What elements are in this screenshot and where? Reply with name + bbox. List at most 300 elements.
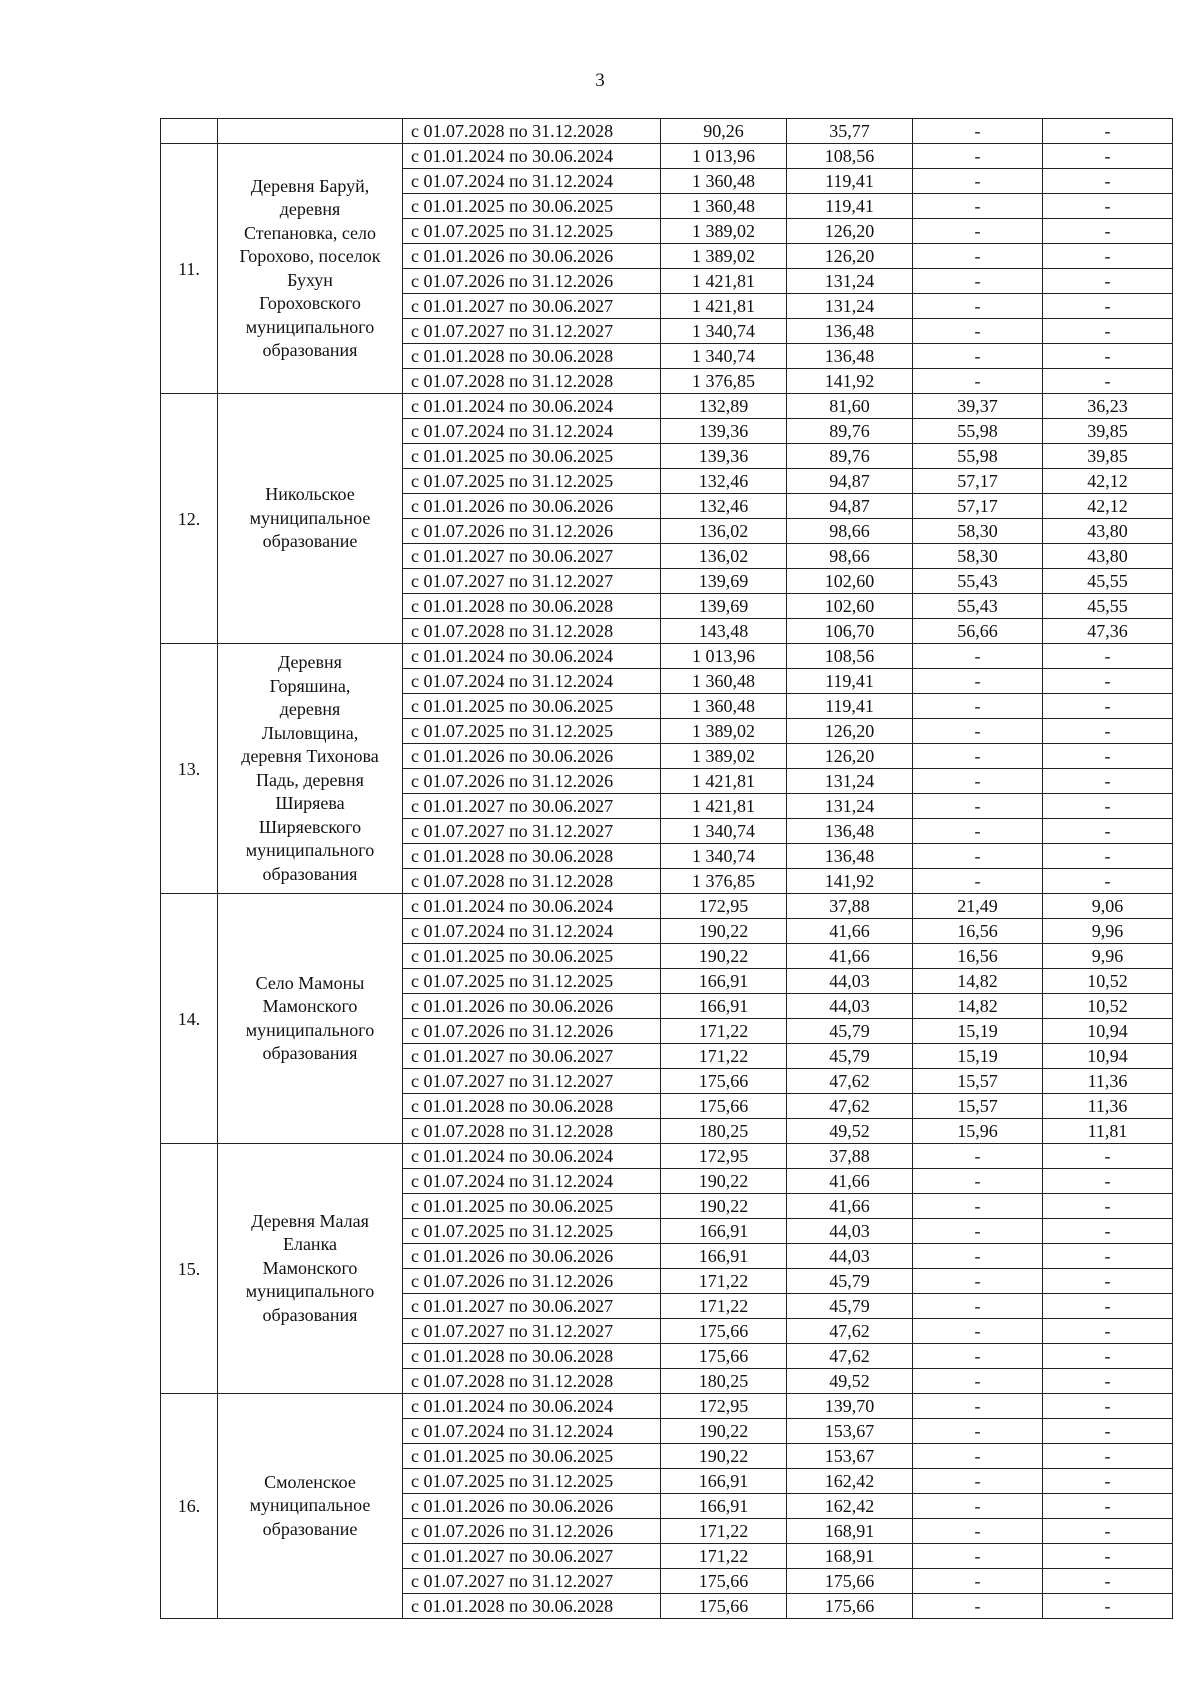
period-cell: с 01.01.2026 по 30.06.2026 bbox=[403, 244, 661, 269]
value-cell-2: 45,79 bbox=[787, 1294, 913, 1319]
value-cell-1: 132,46 bbox=[661, 469, 787, 494]
value-cell-3: 55,98 bbox=[913, 419, 1043, 444]
value-cell-4: - bbox=[1043, 1569, 1173, 1594]
value-cell-2: 119,41 bbox=[787, 169, 913, 194]
period-cell: с 01.01.2027 по 30.06.2027 bbox=[403, 544, 661, 569]
value-cell-3: - bbox=[913, 1194, 1043, 1219]
territory-name: Деревня Малая Еланка Мамонского муниципального образования bbox=[218, 1144, 403, 1394]
value-cell-2: 141,92 bbox=[787, 869, 913, 894]
value-cell-4: 42,12 bbox=[1043, 469, 1173, 494]
value-cell-1: 190,22 bbox=[661, 944, 787, 969]
value-cell-1: 139,69 bbox=[661, 569, 787, 594]
value-cell-2: 41,66 bbox=[787, 919, 913, 944]
value-cell-4: - bbox=[1043, 169, 1173, 194]
period-cell: с 01.07.2028 по 31.12.2028 bbox=[403, 1119, 661, 1144]
value-cell-4: - bbox=[1043, 794, 1173, 819]
value-cell-4: - bbox=[1043, 269, 1173, 294]
value-cell-3: 15,57 bbox=[913, 1094, 1043, 1119]
value-cell-1: 171,22 bbox=[661, 1019, 787, 1044]
value-cell-1: 1 389,02 bbox=[661, 219, 787, 244]
value-cell-3: - bbox=[913, 1594, 1043, 1619]
value-cell-1: 166,91 bbox=[661, 1244, 787, 1269]
value-cell-1: 175,66 bbox=[661, 1569, 787, 1594]
value-cell-2: 47,62 bbox=[787, 1319, 913, 1344]
row-number bbox=[161, 119, 218, 144]
value-cell-2: 136,48 bbox=[787, 844, 913, 869]
territory-name: Деревня Горяшина, деревня Лыловщина, деревня Тихонова Падь, деревня Ширяева Ширяевского муниципального образования bbox=[218, 644, 403, 894]
value-cell-3: 16,56 bbox=[913, 944, 1043, 969]
value-cell-1: 166,91 bbox=[661, 994, 787, 1019]
value-cell-4: - bbox=[1043, 1544, 1173, 1569]
value-cell-1: 166,91 bbox=[661, 1219, 787, 1244]
value-cell-2: 45,79 bbox=[787, 1044, 913, 1069]
territory-name: Деревня Баруй, деревня Степановка, село Горохово, поселок Бухун Гороховского муниципального образования bbox=[218, 144, 403, 394]
period-cell: с 01.07.2025 по 31.12.2025 bbox=[403, 969, 661, 994]
value-cell-3: - bbox=[913, 169, 1043, 194]
period-cell: с 01.01.2027 по 30.06.2027 bbox=[403, 794, 661, 819]
value-cell-2: 89,76 bbox=[787, 419, 913, 444]
period-cell: с 01.07.2028 по 31.12.2028 bbox=[403, 119, 661, 144]
value-cell-4: - bbox=[1043, 1244, 1173, 1269]
value-cell-1: 175,66 bbox=[661, 1344, 787, 1369]
period-cell: с 01.07.2026 по 31.12.2026 bbox=[403, 1019, 661, 1044]
period-cell: с 01.01.2026 по 30.06.2026 bbox=[403, 994, 661, 1019]
value-cell-3: - bbox=[913, 294, 1043, 319]
value-cell-2: 131,24 bbox=[787, 294, 913, 319]
value-cell-4: - bbox=[1043, 1444, 1173, 1469]
period-cell: с 01.01.2028 по 30.06.2028 bbox=[403, 1094, 661, 1119]
value-cell-4: 11,36 bbox=[1043, 1069, 1173, 1094]
value-cell-2: 126,20 bbox=[787, 219, 913, 244]
value-cell-4: 10,94 bbox=[1043, 1019, 1173, 1044]
value-cell-2: 45,79 bbox=[787, 1269, 913, 1294]
table-row bbox=[161, 144, 1173, 169]
value-cell-3: - bbox=[913, 369, 1043, 394]
territory-name: Никольское муниципальное образование bbox=[218, 394, 403, 644]
value-cell-1: 136,02 bbox=[661, 519, 787, 544]
value-cell-3: 15,19 bbox=[913, 1044, 1043, 1069]
value-cell-3: - bbox=[913, 119, 1043, 144]
value-cell-2: 44,03 bbox=[787, 1219, 913, 1244]
period-cell: с 01.01.2027 по 30.06.2027 bbox=[403, 1294, 661, 1319]
table-row bbox=[161, 644, 1173, 669]
value-cell-1: 1 376,85 bbox=[661, 869, 787, 894]
value-cell-2: 175,66 bbox=[787, 1594, 913, 1619]
period-cell: с 01.07.2026 по 31.12.2026 bbox=[403, 769, 661, 794]
value-cell-2: 37,88 bbox=[787, 1144, 913, 1169]
value-cell-3: - bbox=[913, 769, 1043, 794]
value-cell-1: 166,91 bbox=[661, 1494, 787, 1519]
period-cell: с 01.01.2027 по 30.06.2027 bbox=[403, 294, 661, 319]
value-cell-1: 180,25 bbox=[661, 1369, 787, 1394]
row-number: 15. bbox=[161, 1144, 218, 1394]
value-cell-3: - bbox=[913, 1419, 1043, 1444]
period-cell: с 01.01.2025 по 30.06.2025 bbox=[403, 694, 661, 719]
value-cell-3: 15,96 bbox=[913, 1119, 1043, 1144]
value-cell-3: 57,17 bbox=[913, 469, 1043, 494]
value-cell-4: - bbox=[1043, 1594, 1173, 1619]
value-cell-3: - bbox=[913, 194, 1043, 219]
value-cell-4: - bbox=[1043, 644, 1173, 669]
value-cell-4: - bbox=[1043, 1494, 1173, 1519]
value-cell-4: - bbox=[1043, 369, 1173, 394]
value-cell-2: 47,62 bbox=[787, 1094, 913, 1119]
value-cell-3: - bbox=[913, 1544, 1043, 1569]
value-cell-3: - bbox=[913, 1244, 1043, 1269]
value-cell-3: - bbox=[913, 1469, 1043, 1494]
value-cell-4: 45,55 bbox=[1043, 569, 1173, 594]
value-cell-4: - bbox=[1043, 1469, 1173, 1494]
value-cell-3: 57,17 bbox=[913, 494, 1043, 519]
value-cell-1: 190,22 bbox=[661, 919, 787, 944]
value-cell-1: 166,91 bbox=[661, 969, 787, 994]
value-cell-4: - bbox=[1043, 769, 1173, 794]
value-cell-3: 15,19 bbox=[913, 1019, 1043, 1044]
value-cell-3: - bbox=[913, 269, 1043, 294]
period-cell: с 01.01.2026 по 30.06.2026 bbox=[403, 1494, 661, 1519]
value-cell-1: 1 360,48 bbox=[661, 669, 787, 694]
value-cell-3: 14,82 bbox=[913, 994, 1043, 1019]
value-cell-3: - bbox=[913, 1569, 1043, 1594]
value-cell-1: 90,26 bbox=[661, 119, 787, 144]
value-cell-3: - bbox=[913, 669, 1043, 694]
period-cell: с 01.07.2027 по 31.12.2027 bbox=[403, 569, 661, 594]
row-number: 14. bbox=[161, 894, 218, 1144]
value-cell-2: 98,66 bbox=[787, 519, 913, 544]
value-cell-3: - bbox=[913, 244, 1043, 269]
value-cell-3: - bbox=[913, 719, 1043, 744]
value-cell-2: 44,03 bbox=[787, 1244, 913, 1269]
value-cell-1: 171,22 bbox=[661, 1044, 787, 1069]
value-cell-4: - bbox=[1043, 144, 1173, 169]
value-cell-3: - bbox=[913, 819, 1043, 844]
value-cell-4: - bbox=[1043, 744, 1173, 769]
value-cell-3: 39,37 bbox=[913, 394, 1043, 419]
value-cell-1: 1 340,74 bbox=[661, 319, 787, 344]
value-cell-1: 139,36 bbox=[661, 444, 787, 469]
value-cell-1: 1 389,02 bbox=[661, 719, 787, 744]
value-cell-2: 102,60 bbox=[787, 569, 913, 594]
value-cell-4: 10,52 bbox=[1043, 994, 1173, 1019]
value-cell-3: 15,57 bbox=[913, 1069, 1043, 1094]
value-cell-4: 43,80 bbox=[1043, 519, 1173, 544]
value-cell-3: - bbox=[913, 219, 1043, 244]
value-cell-3: - bbox=[913, 644, 1043, 669]
value-cell-2: 47,62 bbox=[787, 1344, 913, 1369]
value-cell-2: 136,48 bbox=[787, 819, 913, 844]
value-cell-4: - bbox=[1043, 1294, 1173, 1319]
value-cell-2: 119,41 bbox=[787, 194, 913, 219]
value-cell-4: - bbox=[1043, 319, 1173, 344]
period-cell: с 01.01.2028 по 30.06.2028 bbox=[403, 1594, 661, 1619]
value-cell-3: 14,82 bbox=[913, 969, 1043, 994]
value-cell-2: 168,91 bbox=[787, 1544, 913, 1569]
value-cell-2: 126,20 bbox=[787, 244, 913, 269]
value-cell-1: 139,36 bbox=[661, 419, 787, 444]
value-cell-3: - bbox=[913, 319, 1043, 344]
value-cell-4: 9,06 bbox=[1043, 894, 1173, 919]
value-cell-3: - bbox=[913, 1169, 1043, 1194]
value-cell-4: 9,96 bbox=[1043, 944, 1173, 969]
value-cell-4: - bbox=[1043, 1219, 1173, 1244]
value-cell-3: - bbox=[913, 844, 1043, 869]
value-cell-1: 190,22 bbox=[661, 1169, 787, 1194]
value-cell-2: 94,87 bbox=[787, 494, 913, 519]
value-cell-4: 43,80 bbox=[1043, 544, 1173, 569]
value-cell-2: 131,24 bbox=[787, 794, 913, 819]
value-cell-3: 16,56 bbox=[913, 919, 1043, 944]
value-cell-3: 21,49 bbox=[913, 894, 1043, 919]
value-cell-4: - bbox=[1043, 1369, 1173, 1394]
value-cell-4: - bbox=[1043, 1269, 1173, 1294]
value-cell-3: - bbox=[913, 744, 1043, 769]
value-cell-4: - bbox=[1043, 1394, 1173, 1419]
page-number: 3 bbox=[595, 70, 605, 91]
value-cell-2: 49,52 bbox=[787, 1369, 913, 1394]
value-cell-3: - bbox=[913, 344, 1043, 369]
value-cell-3: 58,30 bbox=[913, 519, 1043, 544]
value-cell-3: 55,98 bbox=[913, 444, 1043, 469]
value-cell-2: 41,66 bbox=[787, 944, 913, 969]
row-number: 11. bbox=[161, 144, 218, 394]
value-cell-4: - bbox=[1043, 844, 1173, 869]
value-cell-1: 180,25 bbox=[661, 1119, 787, 1144]
value-cell-3: - bbox=[913, 1519, 1043, 1544]
value-cell-4: - bbox=[1043, 244, 1173, 269]
row-number: 16. bbox=[161, 1394, 218, 1619]
value-cell-4: - bbox=[1043, 119, 1173, 144]
value-cell-1: 1 421,81 bbox=[661, 769, 787, 794]
value-cell-1: 132,89 bbox=[661, 394, 787, 419]
value-cell-1: 175,66 bbox=[661, 1094, 787, 1119]
period-cell: с 01.01.2028 по 30.06.2028 bbox=[403, 344, 661, 369]
value-cell-2: 136,48 bbox=[787, 344, 913, 369]
period-cell: с 01.07.2026 по 31.12.2026 bbox=[403, 269, 661, 294]
period-cell: с 01.07.2027 по 31.12.2027 bbox=[403, 819, 661, 844]
period-cell: с 01.07.2028 по 31.12.2028 bbox=[403, 369, 661, 394]
period-cell: с 01.07.2028 по 31.12.2028 bbox=[403, 1369, 661, 1394]
value-cell-2: 106,70 bbox=[787, 619, 913, 644]
value-cell-2: 168,91 bbox=[787, 1519, 913, 1544]
value-cell-3: 56,66 bbox=[913, 619, 1043, 644]
period-cell: с 01.07.2024 по 31.12.2024 bbox=[403, 1419, 661, 1444]
value-cell-2: 175,66 bbox=[787, 1569, 913, 1594]
period-cell: с 01.07.2026 по 31.12.2026 bbox=[403, 1269, 661, 1294]
value-cell-1: 1 421,81 bbox=[661, 269, 787, 294]
value-cell-2: 162,42 bbox=[787, 1469, 913, 1494]
value-cell-3: 55,43 bbox=[913, 594, 1043, 619]
value-cell-4: - bbox=[1043, 719, 1173, 744]
value-cell-1: 175,66 bbox=[661, 1319, 787, 1344]
value-cell-1: 1 389,02 bbox=[661, 744, 787, 769]
table-row bbox=[161, 1144, 1173, 1169]
value-cell-2: 131,24 bbox=[787, 769, 913, 794]
value-cell-3: - bbox=[913, 1344, 1043, 1369]
value-cell-4: 39,85 bbox=[1043, 419, 1173, 444]
value-cell-4: - bbox=[1043, 1319, 1173, 1344]
table-row bbox=[161, 119, 1173, 144]
value-cell-4: - bbox=[1043, 194, 1173, 219]
value-cell-4: - bbox=[1043, 819, 1173, 844]
value-cell-4: 9,96 bbox=[1043, 919, 1173, 944]
value-cell-3: - bbox=[913, 794, 1043, 819]
value-cell-1: 171,22 bbox=[661, 1519, 787, 1544]
value-cell-2: 35,77 bbox=[787, 119, 913, 144]
period-cell: с 01.07.2024 по 31.12.2024 bbox=[403, 919, 661, 944]
value-cell-3: 58,30 bbox=[913, 544, 1043, 569]
value-cell-2: 89,76 bbox=[787, 444, 913, 469]
value-cell-1: 171,22 bbox=[661, 1294, 787, 1319]
period-cell: с 01.01.2028 по 30.06.2028 bbox=[403, 1344, 661, 1369]
value-cell-2: 81,60 bbox=[787, 394, 913, 419]
value-cell-4: - bbox=[1043, 294, 1173, 319]
period-cell: с 01.07.2024 по 31.12.2024 bbox=[403, 669, 661, 694]
period-cell: с 01.01.2024 по 30.06.2024 bbox=[403, 1394, 661, 1419]
period-cell: с 01.01.2027 по 30.06.2027 bbox=[403, 1544, 661, 1569]
value-cell-4: 39,85 bbox=[1043, 444, 1173, 469]
value-cell-2: 141,92 bbox=[787, 369, 913, 394]
value-cell-1: 1 376,85 bbox=[661, 369, 787, 394]
value-cell-2: 49,52 bbox=[787, 1119, 913, 1144]
value-cell-4: - bbox=[1043, 1169, 1173, 1194]
period-cell: с 01.07.2025 по 31.12.2025 bbox=[403, 1469, 661, 1494]
value-cell-1: 1 360,48 bbox=[661, 169, 787, 194]
value-cell-4: 47,36 bbox=[1043, 619, 1173, 644]
period-cell: с 01.01.2024 по 30.06.2024 bbox=[403, 1144, 661, 1169]
territory-name bbox=[218, 119, 403, 144]
period-cell: с 01.07.2026 по 31.12.2026 bbox=[403, 1519, 661, 1544]
period-cell: с 01.07.2025 по 31.12.2025 bbox=[403, 719, 661, 744]
value-cell-1: 1 389,02 bbox=[661, 244, 787, 269]
value-cell-1: 172,95 bbox=[661, 1144, 787, 1169]
period-cell: с 01.01.2024 по 30.06.2024 bbox=[403, 144, 661, 169]
value-cell-1: 1 340,74 bbox=[661, 844, 787, 869]
value-cell-1: 132,46 bbox=[661, 494, 787, 519]
value-cell-1: 172,95 bbox=[661, 1394, 787, 1419]
period-cell: с 01.07.2024 по 31.12.2024 bbox=[403, 419, 661, 444]
value-cell-4: - bbox=[1043, 669, 1173, 694]
value-cell-2: 37,88 bbox=[787, 894, 913, 919]
value-cell-1: 171,22 bbox=[661, 1544, 787, 1569]
value-cell-2: 94,87 bbox=[787, 469, 913, 494]
value-cell-1: 1 340,74 bbox=[661, 819, 787, 844]
value-cell-3: - bbox=[913, 1294, 1043, 1319]
tariff-table bbox=[160, 118, 1173, 1619]
value-cell-1: 1 013,96 bbox=[661, 644, 787, 669]
value-cell-4: - bbox=[1043, 219, 1173, 244]
value-cell-2: 119,41 bbox=[787, 694, 913, 719]
value-cell-4: - bbox=[1043, 1194, 1173, 1219]
value-cell-4: 11,81 bbox=[1043, 1119, 1173, 1144]
period-cell: с 01.01.2027 по 30.06.2027 bbox=[403, 1044, 661, 1069]
period-cell: с 01.07.2026 по 31.12.2026 bbox=[403, 519, 661, 544]
period-cell: с 01.01.2025 по 30.06.2025 bbox=[403, 444, 661, 469]
value-cell-2: 47,62 bbox=[787, 1069, 913, 1094]
territory-name: Село Мамоны Мамонского муниципального образования bbox=[218, 894, 403, 1144]
value-cell-3: - bbox=[913, 869, 1043, 894]
period-cell: с 01.07.2027 по 31.12.2027 bbox=[403, 1069, 661, 1094]
value-cell-4: 10,94 bbox=[1043, 1044, 1173, 1069]
value-cell-3: - bbox=[913, 1319, 1043, 1344]
period-cell: с 01.01.2026 по 30.06.2026 bbox=[403, 494, 661, 519]
value-cell-2: 153,67 bbox=[787, 1419, 913, 1444]
value-cell-4: - bbox=[1043, 1519, 1173, 1544]
table-row bbox=[161, 894, 1173, 919]
value-cell-2: 44,03 bbox=[787, 969, 913, 994]
value-cell-1: 1 421,81 bbox=[661, 294, 787, 319]
value-cell-2: 126,20 bbox=[787, 744, 913, 769]
period-cell: с 01.01.2025 по 30.06.2025 bbox=[403, 1194, 661, 1219]
period-cell: с 01.01.2024 по 30.06.2024 bbox=[403, 644, 661, 669]
value-cell-3: - bbox=[913, 1369, 1043, 1394]
value-cell-4: 10,52 bbox=[1043, 969, 1173, 994]
value-cell-3: - bbox=[913, 144, 1043, 169]
value-cell-4: - bbox=[1043, 694, 1173, 719]
value-cell-1: 1 360,48 bbox=[661, 194, 787, 219]
value-cell-4: 42,12 bbox=[1043, 494, 1173, 519]
value-cell-1: 1 013,96 bbox=[661, 144, 787, 169]
value-cell-1: 190,22 bbox=[661, 1194, 787, 1219]
row-number: 12. bbox=[161, 394, 218, 644]
value-cell-1: 175,66 bbox=[661, 1069, 787, 1094]
value-cell-1: 175,66 bbox=[661, 1594, 787, 1619]
value-cell-2: 131,24 bbox=[787, 269, 913, 294]
value-cell-1: 1 360,48 bbox=[661, 694, 787, 719]
tariff-table-body bbox=[161, 119, 1173, 1619]
value-cell-2: 139,70 bbox=[787, 1394, 913, 1419]
period-cell: с 01.01.2025 по 30.06.2025 bbox=[403, 944, 661, 969]
period-cell: с 01.07.2024 по 31.12.2024 bbox=[403, 169, 661, 194]
period-cell: с 01.07.2028 по 31.12.2028 bbox=[403, 869, 661, 894]
value-cell-2: 41,66 bbox=[787, 1194, 913, 1219]
value-cell-2: 126,20 bbox=[787, 719, 913, 744]
period-cell: с 01.01.2028 по 30.06.2028 bbox=[403, 844, 661, 869]
table-row bbox=[161, 1394, 1173, 1419]
period-cell: с 01.07.2027 по 31.12.2027 bbox=[403, 1569, 661, 1594]
value-cell-3: 55,43 bbox=[913, 569, 1043, 594]
value-cell-1: 172,95 bbox=[661, 894, 787, 919]
period-cell: с 01.01.2025 по 30.06.2025 bbox=[403, 1444, 661, 1469]
period-cell: с 01.01.2026 по 30.06.2026 bbox=[403, 1244, 661, 1269]
period-cell: с 01.07.2025 по 31.12.2025 bbox=[403, 1219, 661, 1244]
table-row bbox=[161, 394, 1173, 419]
value-cell-1: 190,22 bbox=[661, 1419, 787, 1444]
period-cell: с 01.07.2028 по 31.12.2028 bbox=[403, 619, 661, 644]
value-cell-2: 98,66 bbox=[787, 544, 913, 569]
value-cell-1: 1 421,81 bbox=[661, 794, 787, 819]
value-cell-1: 166,91 bbox=[661, 1469, 787, 1494]
value-cell-2: 162,42 bbox=[787, 1494, 913, 1519]
value-cell-3: - bbox=[913, 1494, 1043, 1519]
value-cell-2: 44,03 bbox=[787, 994, 913, 1019]
value-cell-4: 11,36 bbox=[1043, 1094, 1173, 1119]
value-cell-4: 36,23 bbox=[1043, 394, 1173, 419]
period-cell: с 01.07.2027 по 31.12.2027 bbox=[403, 1319, 661, 1344]
period-cell: с 01.07.2025 по 31.12.2025 bbox=[403, 219, 661, 244]
value-cell-3: - bbox=[913, 1394, 1043, 1419]
value-cell-1: 136,02 bbox=[661, 544, 787, 569]
value-cell-4: - bbox=[1043, 344, 1173, 369]
period-cell: с 01.07.2024 по 31.12.2024 bbox=[403, 1169, 661, 1194]
value-cell-4: 45,55 bbox=[1043, 594, 1173, 619]
value-cell-2: 45,79 bbox=[787, 1019, 913, 1044]
value-cell-2: 108,56 bbox=[787, 644, 913, 669]
value-cell-4: - bbox=[1043, 1419, 1173, 1444]
value-cell-2: 102,60 bbox=[787, 594, 913, 619]
value-cell-4: - bbox=[1043, 1144, 1173, 1169]
value-cell-3: - bbox=[913, 1269, 1043, 1294]
value-cell-1: 190,22 bbox=[661, 1444, 787, 1469]
